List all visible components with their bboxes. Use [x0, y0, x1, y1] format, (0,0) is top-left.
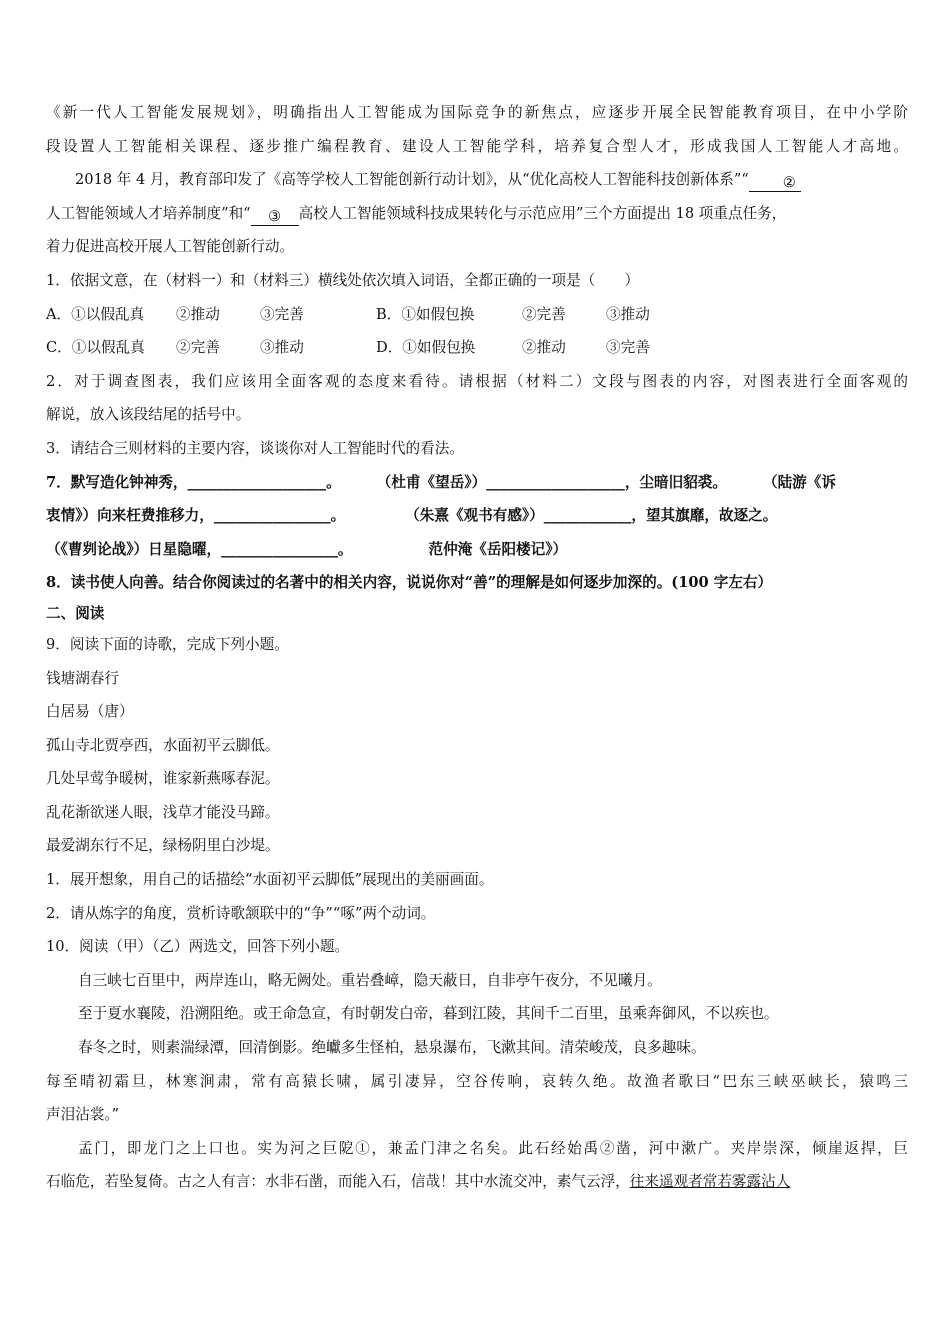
section-title: 二、阅读: [46, 604, 105, 622]
plan-line-2: 段设置人工智能相关课程、逐步推广编程教育、建设人工智能学科，培养复合型人才，形成我国人工智能人才高地。: [46, 137, 908, 155]
q7-fill-3-source: （陆游《诉: [762, 473, 836, 491]
q7-fill-5: （《曹刿论战》）日星隐曜，________________。: [46, 540, 353, 558]
q1-option-c: C．①以假乱真 ②完善 ③推动: [46, 339, 304, 357]
jia-para-3: 春冬之时，则素湍绿潭，回清倒影。绝巘多生怪柏，悬泉瀑布，飞漱其间。清荣峻茂，良多趣味。: [78, 1039, 706, 1057]
para-2018-text-2b: 高校人工智能领域科技成果转化与示范应用”三个方面提出 18 项重点任务，: [298, 204, 787, 222]
jia-para-4-line-2: 声泪沾裳。”: [46, 1106, 120, 1124]
para-2018-line-2: [46, 197, 908, 231]
q1-option-a: A．①以假乱真 ②推动 ③完善: [46, 305, 304, 323]
q7-fill-1: 7．默写造化钟神秀，___________________。: [46, 473, 341, 491]
q1-stem: 1．依据文意，在（材料一）和（材料三）横线处依次填入词语，全都正确的一项是（ ）: [46, 271, 640, 289]
blank-3: ③: [251, 208, 299, 226]
para-2018-text-2a: 人工智能领域人才培养制度”和“: [46, 204, 251, 222]
poem-line-2: 几处早莺争暖树，谁家新燕啄春泥。: [46, 770, 280, 788]
para-2018-line-3: 着力促进高校开展人工智能创新行动。: [46, 238, 295, 256]
blank-2: ②: [749, 174, 801, 192]
para-2018-text: 2018 年 4 月，教育部印发了《高等学校人工智能创新行动计划》，从“优化高校人工智能科技创新体系”“: [75, 171, 749, 189]
q7-line-3: [46, 533, 908, 567]
q3: 3．请结合三则材料的主要内容，谈谈你对人工智能时代的看法。: [46, 439, 464, 457]
poem-title: 钱塘湖春行: [46, 669, 119, 687]
jia-para-2: 至于夏水襄陵，沿溯阻绝。或王命急宣，有时朝发白帝，暮到江陵，其间千二百里，虽乘奔御风，不以疾也。: [78, 1005, 779, 1023]
q7-fill-3: 衷情》）向来枉费推移力，________________。: [46, 507, 346, 525]
document-page: [46, 96, 908, 1199]
plan-line-1: 《新一代人工智能发展规划》，明确指出人工智能成为国际竞争的新焦点，应逐步开展全民智能教育项目，在中小学阶: [46, 104, 908, 121]
q10-stem: 10．阅读（甲）（乙）两选文，回答下列小题。: [46, 938, 350, 956]
q1-option-d: D．①如假包换 ②推动 ③完善: [376, 339, 650, 357]
yi-para-line-1: 孟门，即龙门之上口也。实为河之巨阸①，兼孟门津之名矣。此石经始禹②凿，河中漱广。夹岸崇深，倾崖返捍，巨: [78, 1139, 908, 1157]
q7-line-1: [46, 466, 908, 500]
poem-line-4: 最爱湖东行不足，绿杨阴里白沙堤。: [46, 837, 280, 855]
yi-text: 石临危，若坠复倚。古之人有言：水非石凿，而能入石，信哉！其中水流交冲，素气云浮，: [46, 1173, 630, 1191]
jia-para-4-line-1: 每至晴初霜旦，林寒涧肃，常有高猿长啸，属引凄异，空谷传响，哀转久绝。故渔者歌曰“巴东三峡巫峡长，猿鸣三: [46, 1072, 908, 1090]
poem-line-3: 乱花渐欲迷人眼，浅草才能没马蹄。: [46, 803, 280, 821]
poem-author: 白居易（唐）: [46, 703, 134, 721]
para-2018-line-1: [46, 163, 908, 197]
q2-line-2: 解说，放入该段结尾的括号中。: [46, 406, 251, 424]
q7-line-2: [46, 499, 908, 533]
q7-fill-4: （朱熹《观书有感》）____________，望其旗靡，故逐之。: [405, 507, 778, 525]
q7-fill-5-source: 范仲淹《岳阳楼记》）: [428, 540, 568, 558]
poem-line-1: 孤山寺北贾亭西，水面初平云脚低。: [46, 736, 280, 754]
yi-underlined-text: 往来遥观者常若雾露沾人: [629, 1173, 791, 1191]
q1-options-ab: [46, 298, 908, 332]
q9-stem: 9．阅读下面的诗歌，完成下列小题。: [46, 635, 289, 653]
q8: 8．读书使人向善。结合你阅读过的名著中的相关内容，说说你对“善”的理解是如何逐步加深的。(100 字左右）: [46, 574, 773, 592]
q9-sub-2: 2．请从炼字的角度，赏析诗歌颔联中的“争”“啄”两个动词。: [46, 904, 436, 922]
q2-line-1: 2．对于调查图表，我们应该用全面客观的态度来看待。请根据（材料二）文段与图表的内容，对图表进行全面客观的: [46, 372, 908, 390]
yi-para-line-2: [46, 1165, 908, 1199]
jia-para-1: 自三峡七百里中，两岸连山，略无阙处。重岩叠嶂，隐天蔽日，自非亭午夜分，不见曦月。: [78, 971, 662, 989]
q9-sub-1: 1．展开想象，用自己的话描绘“水面初平云脚低”展现出的美丽画面。: [46, 871, 494, 889]
q7-fill-2: （杜甫《望岳》）___________________，尘暗旧貂裘。: [376, 473, 727, 491]
q1-option-b: B．①如假包换 ②完善 ③推动: [376, 305, 650, 323]
q1-options-cd: [46, 331, 908, 365]
